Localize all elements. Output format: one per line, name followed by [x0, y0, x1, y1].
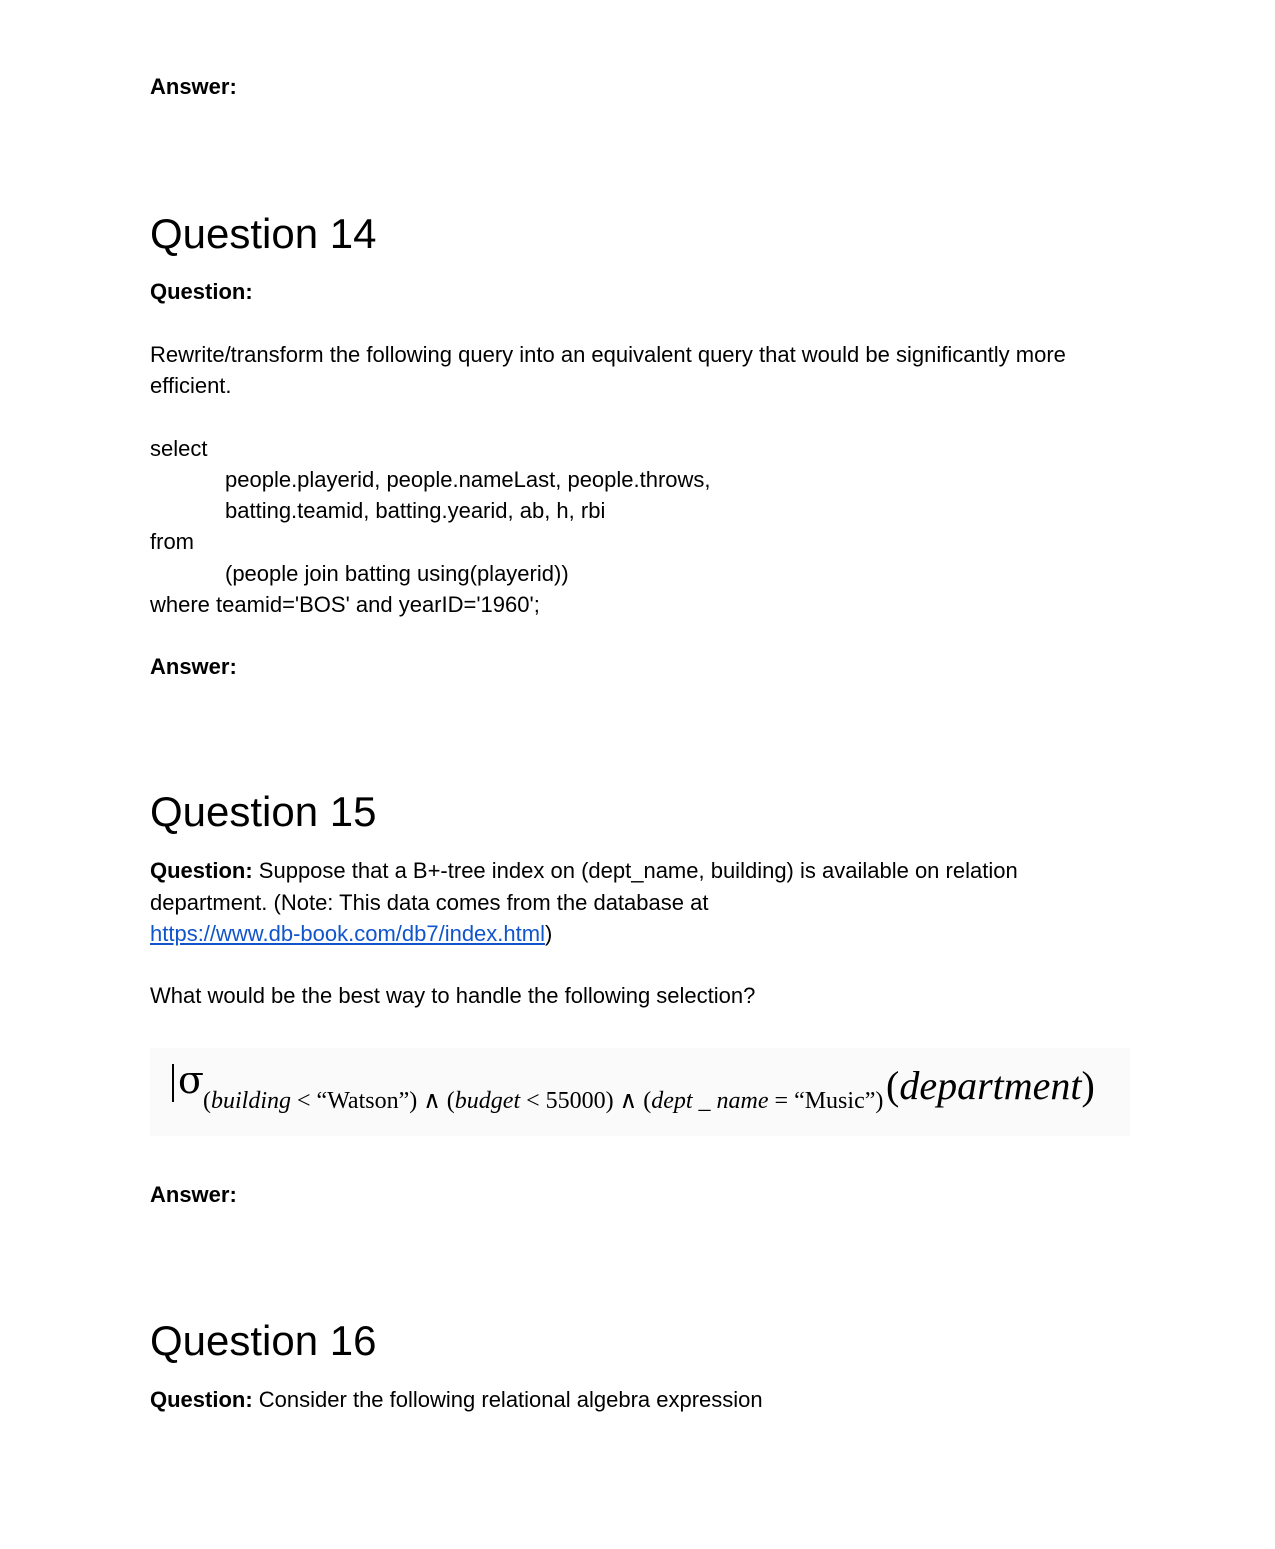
- q15-heading: Question 15: [150, 788, 377, 835]
- q16-text: [150, 1384, 763, 1415]
- q14-prompt-line2: efficient.: [150, 373, 232, 398]
- q15-answer-label: Answer:: [150, 1182, 237, 1207]
- sql-select-keyword: select: [150, 436, 208, 461]
- attr-dept-name: dept _ name: [651, 1088, 769, 1114]
- q16-question-label: Question:: [150, 1387, 253, 1412]
- selection-predicate: [203, 1086, 883, 1115]
- q14-heading: Question 14: [150, 210, 377, 257]
- predicate-open-paren: (: [203, 1088, 211, 1114]
- formula-cursor-bar: [172, 1064, 174, 1102]
- attr-building: building: [211, 1088, 292, 1114]
- q15-text-line1-body: Suppose that a B+-tree index on (dept_name, building) is available on relation: [258, 858, 1018, 883]
- sql-columns-line2: batting.teamid, batting.yearid, ab, h, rbi: [225, 498, 606, 523]
- sql-from-expression: (people join batting using(playerid)): [225, 561, 569, 586]
- q16-text-body: Consider the following relational algebra expression: [258, 1387, 763, 1412]
- q15-text-line2: department. (Note: This data comes from the database at: [150, 890, 709, 915]
- predicate-2-rest: < 55000) ∧ (: [520, 1088, 652, 1114]
- q15-text-line1: [150, 855, 1018, 886]
- q15-question-label: Question:: [150, 858, 253, 883]
- relation-close-paren: ): [1081, 1063, 1095, 1108]
- q14-question-label: Question:: [150, 279, 253, 304]
- relation-name: department: [899, 1063, 1082, 1108]
- q16-heading: Question 16: [150, 1317, 377, 1364]
- sigma-symbol: σ: [178, 1058, 204, 1102]
- sql-columns-line1: people.playerid, people.nameLast, people.throws,: [225, 467, 711, 492]
- sql-from-keyword: from: [150, 529, 194, 554]
- selection-formula: [150, 1048, 1130, 1136]
- relation-open-paren: (: [886, 1063, 900, 1108]
- answer-label-q13: Answer:: [150, 74, 237, 99]
- q14-prompt-line1: Rewrite/transform the following query into an equivalent query that would be significantly more: [150, 342, 1066, 367]
- link-close-paren: ): [544, 921, 553, 946]
- predicate-1-rest: < “Watson”) ∧ (: [291, 1088, 455, 1114]
- q14-answer-label: Answer:: [150, 654, 237, 679]
- relation-operand: [886, 1062, 1095, 1109]
- q15-link-line: [150, 918, 552, 949]
- sql-where-clause: where teamid='BOS' and yearID='1960';: [150, 592, 540, 617]
- predicate-3-rest: = “Music”): [768, 1088, 884, 1114]
- db-book-link[interactable]: https://www.db-book.com/db7/index.html: [150, 921, 545, 946]
- q15-question2: What would be the best way to handle the following selection?: [150, 983, 756, 1008]
- attr-budget: budget: [454, 1088, 521, 1114]
